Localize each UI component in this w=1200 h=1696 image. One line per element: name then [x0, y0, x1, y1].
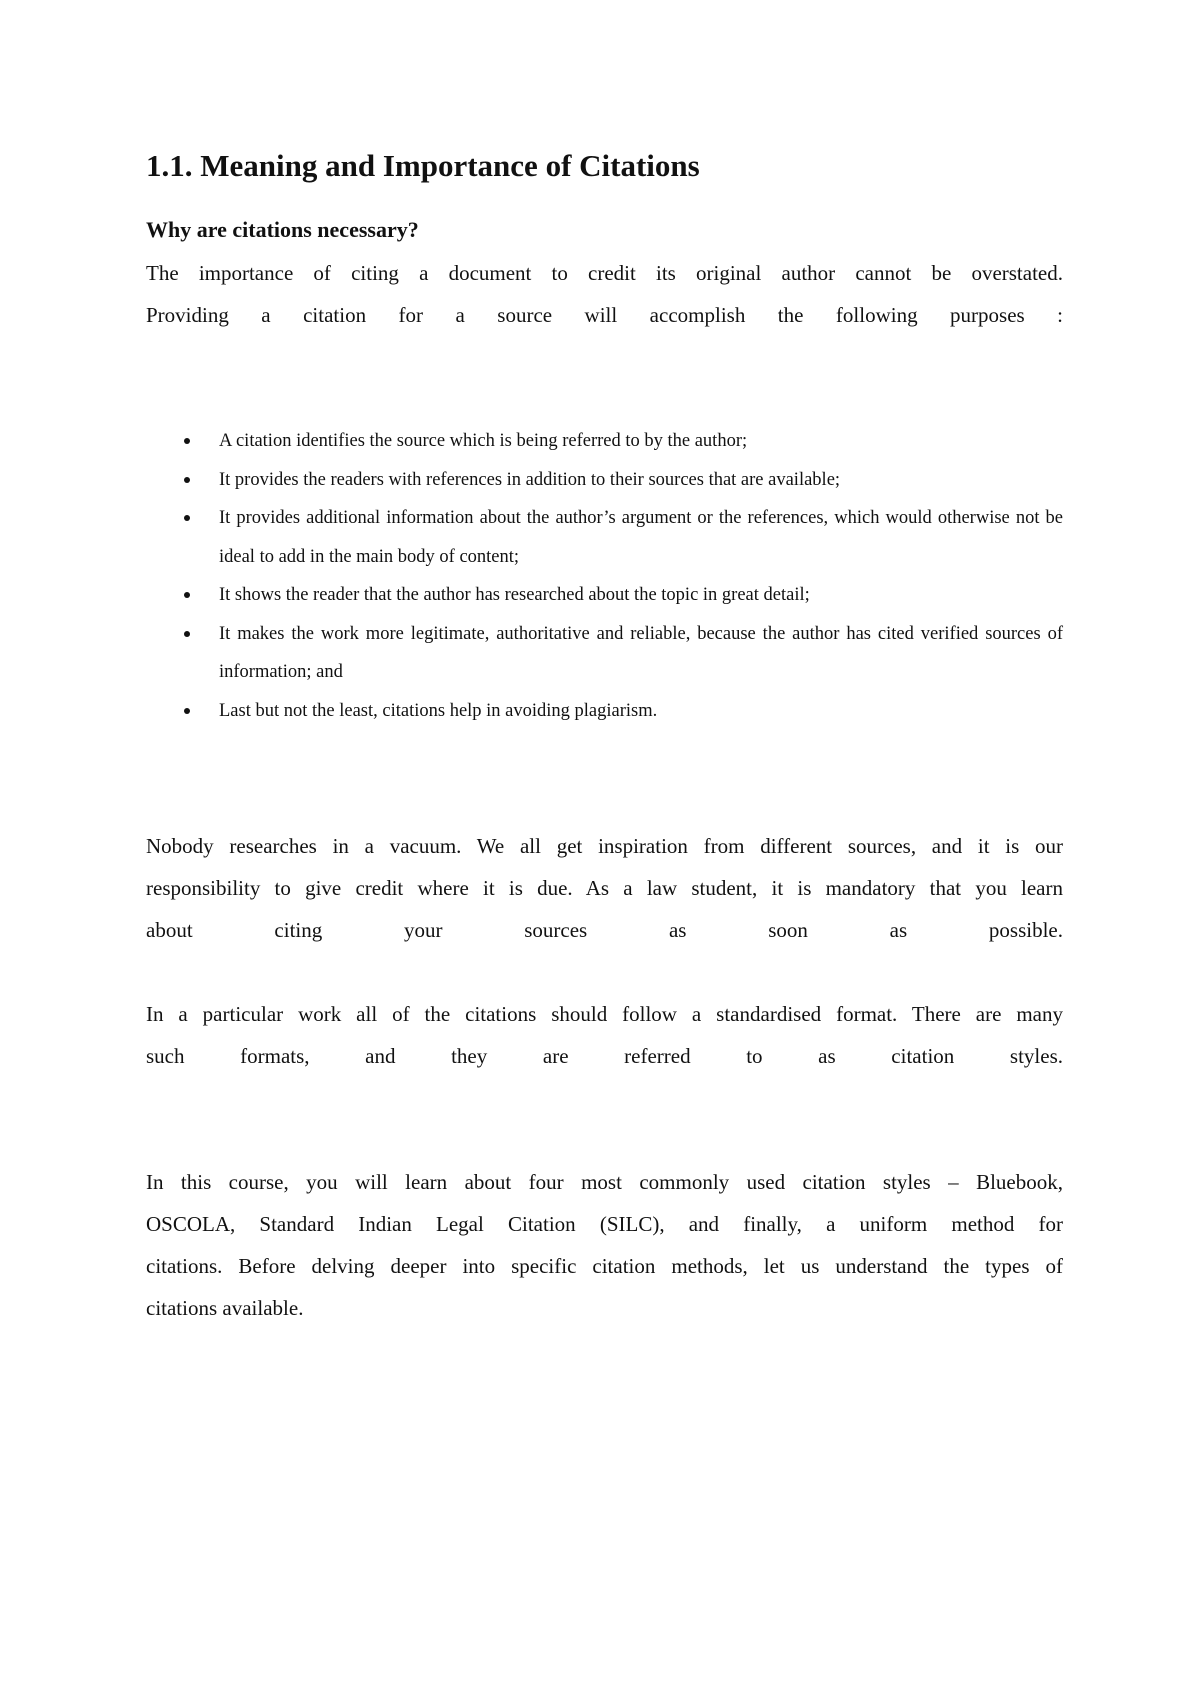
- paragraph-1-line-3: about citing your sources as soon as possible.: [146, 918, 1063, 942]
- paragraph-2-line-1: In a particular work all of the citations should follow a standardised format. There are many: [146, 1002, 1063, 1026]
- section-heading: 1.1. Meaning and Importance of Citations: [146, 148, 700, 183]
- bullet-icon: [184, 515, 190, 521]
- paragraph-1-line-2: responsibility to give credit where it is due. As a law student, it is mandatory that you learn: [146, 876, 1063, 900]
- paragraph-3-line-3: citations. Before delving deeper into specific citation methods, let us understand the types of: [146, 1254, 1063, 1278]
- intro-line-1: The importance of citing a document to credit its original author cannot be overstated.: [146, 261, 1063, 285]
- list-item-text: A citation identifies the source which is being referred to by the author;: [219, 431, 748, 451]
- section-subheading: Why are citations necessary?: [146, 217, 419, 242]
- list-item-text: It makes the work more legitimate, authoritative and reliable, because the author has cited verified sources of information; and: [219, 623, 1063, 682]
- bullet-icon: [184, 438, 190, 444]
- paragraph-2-line-2: such formats, and they are referred to as citation styles.: [146, 1044, 1063, 1068]
- list-item: [146, 576, 1063, 615]
- intro-line-2: Providing a citation for a source will accomplish the following purposes :: [146, 303, 1063, 327]
- paragraph-3-line-1: In this course, you will learn about four most commonly used citation styles – Bluebook,: [146, 1170, 1063, 1194]
- list-item: [146, 615, 1063, 692]
- purposes-list: [146, 422, 1063, 730]
- list-item-text: Last but not the least, citations help in avoiding plagiarism.: [219, 700, 658, 721]
- list-item: [146, 422, 1063, 461]
- list-item-text: It provides the readers with references in addition to their sources that are available;: [219, 469, 841, 490]
- paragraph-3-line-2: OSCOLA, Standard Indian Legal Citation (SILC), and finally, a uniform method for: [146, 1212, 1063, 1236]
- list-item: [146, 499, 1063, 576]
- bullet-icon: [184, 631, 190, 637]
- bullet-icon: [184, 592, 190, 598]
- list-item: [146, 461, 1063, 500]
- paragraph-1-line-1: Nobody researches in a vacuum. We all get inspiration from different sources, and it is our: [146, 834, 1063, 858]
- paragraph-3-line-4: citations available.: [146, 1296, 304, 1320]
- bullet-icon: [184, 708, 190, 714]
- list-item-text: It shows the reader that the author has researched about the topic in great detail;: [219, 585, 810, 605]
- list-item: [146, 692, 1063, 731]
- bullet-icon: [184, 477, 190, 483]
- list-item-text: It provides additional information about the author’s argument or the references, which would otherwise not be ideal to add in the main body of content;: [219, 508, 1063, 567]
